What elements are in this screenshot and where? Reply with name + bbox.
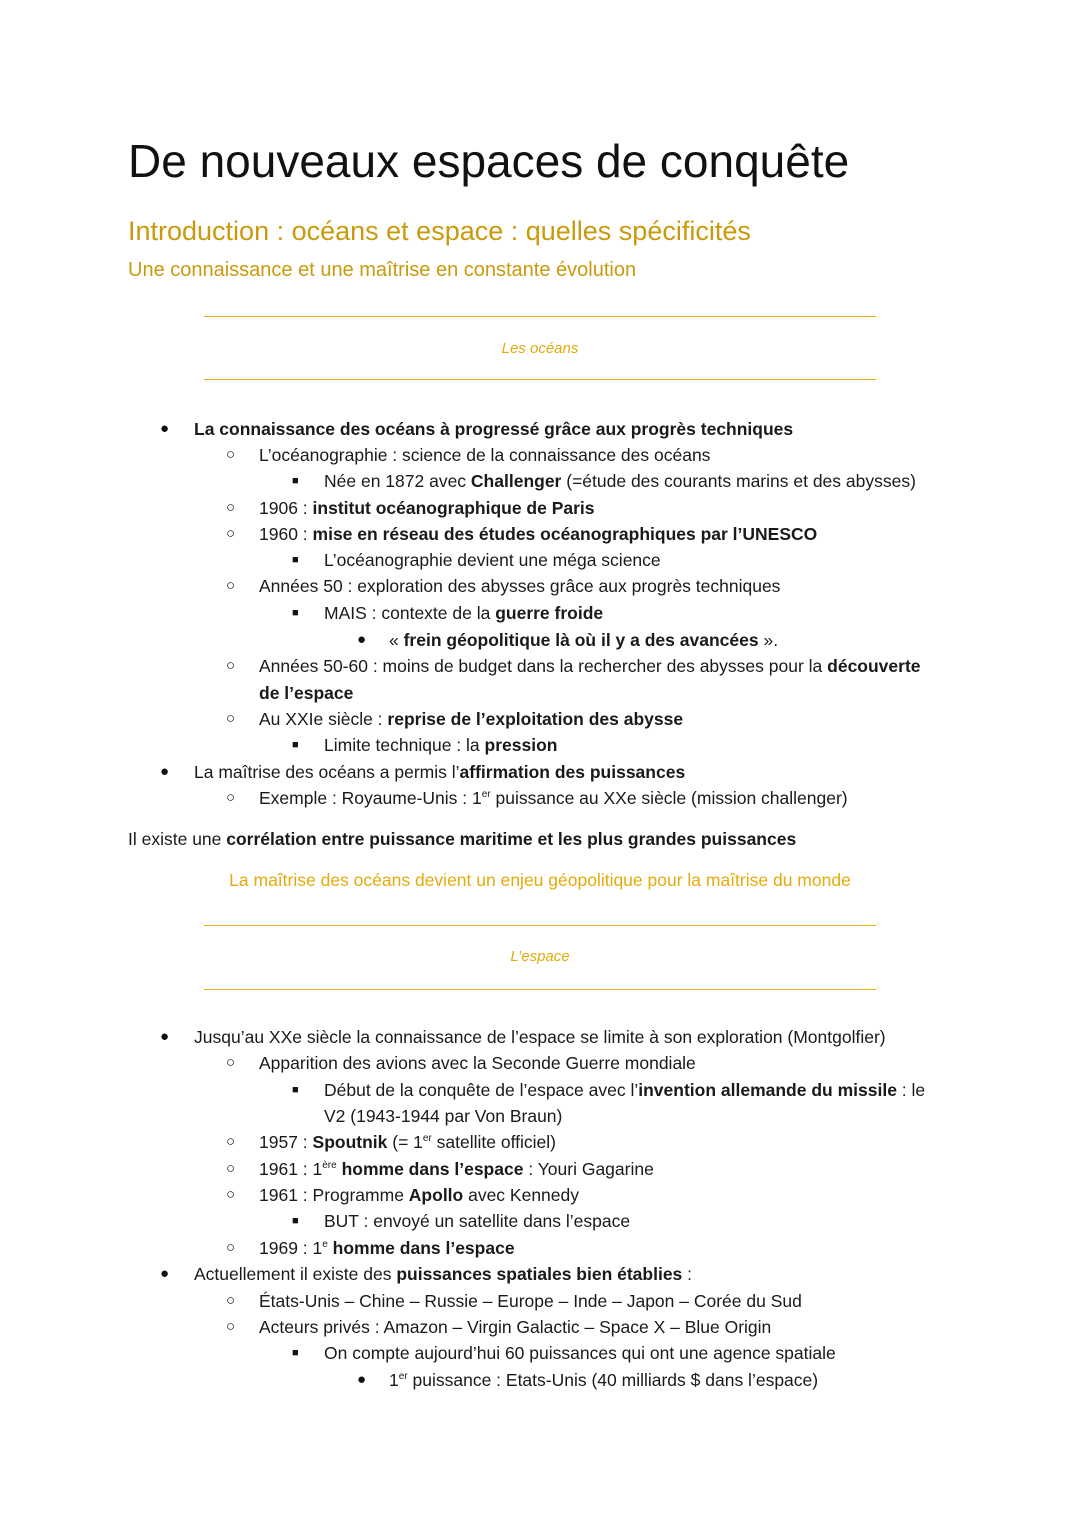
divider (204, 379, 876, 380)
list-item: MAIS : contexte de la guerre froide (324, 603, 604, 623)
list-item: Au XXIe siècle : reprise de l’exploitation des abysse (259, 709, 684, 729)
list-item: On compte aujourd’hui 60 puissances qui ont une agence spatiale (324, 1343, 836, 1363)
bullet-square: ■ (292, 1084, 299, 1096)
list-item-continuation: V2 (1943-1944 par Von Braun) (324, 1106, 563, 1126)
list-item: 1957 : Spoutnik (= 1er satellite officiel) (259, 1132, 556, 1152)
list-item: 1906 : institut océanographique de Paris (259, 498, 595, 518)
bullet-disc: ● (160, 763, 170, 780)
list-item: Début de la conquête de l’espace avec l’invention allemande du missile : le (324, 1080, 926, 1100)
bullet-square: ■ (292, 554, 299, 566)
list-item: L’océanographie devient une méga science (324, 550, 661, 570)
list-item: « frein géopolitique là où il y a des avancées ». (389, 630, 779, 650)
divider (204, 989, 876, 990)
list-item: 1er puissance : Etats-Unis (40 milliards $ dans l’espace) (389, 1370, 819, 1390)
bullet-circle: ○ (226, 1160, 236, 1177)
bullet-disc: ● (357, 1371, 367, 1388)
divider (204, 925, 876, 926)
bullet-square: ■ (292, 607, 299, 619)
bullet-square: ■ (292, 475, 299, 487)
section-label-espace: L’espace (510, 948, 570, 965)
bullet-circle: ○ (226, 1292, 236, 1309)
list-item: Années 50-60 : moins de budget dans la rechercher des abysses pour la découverte (259, 656, 921, 676)
list-item: BUT : envoyé un satellite dans l’espace (324, 1211, 631, 1231)
list-item: Jusqu’au XXe siècle la connaissance de l’espace se limite à son exploration (Montgolfier) (194, 1027, 886, 1047)
bullet-circle: ○ (226, 1054, 236, 1071)
bullet-disc: ● (160, 1028, 170, 1045)
intro-heading: Introduction : océans et espace : quelles spécificités (128, 216, 751, 246)
list-item-continuation: de l’espace (259, 683, 354, 703)
bullet-circle: ○ (226, 710, 236, 727)
list-item: 1960 : mise en réseau des études océanographiques par l’UNESCO (259, 524, 818, 544)
bullet-disc: ● (160, 1265, 170, 1282)
list-item: Exemple : Royaume-Unis : 1er puissance au XXe siècle (mission challenger) (259, 788, 848, 808)
list-item: Actuellement il existe des puissances spatiales bien établies : (194, 1264, 693, 1284)
divider (204, 316, 876, 317)
list-item: 1969 : 1e homme dans l’espace (259, 1238, 515, 1258)
list-item: La connaissance des océans à progressé grâce aux progrès techniques (194, 419, 794, 439)
bullet-circle: ○ (226, 1239, 236, 1256)
list-item: Acteurs privés : Amazon – Virgin Galactic – Space X – Blue Origin (259, 1317, 772, 1337)
paragraph: Il existe une corrélation entre puissance maritime et les plus grandes puissances (128, 829, 797, 849)
bullet-circle: ○ (226, 1318, 236, 1335)
list-item: Née en 1872 avec Challenger (=étude des courants marins et des abysses) (324, 471, 916, 491)
bullet-circle: ○ (226, 446, 236, 463)
bullet-circle: ○ (226, 789, 236, 806)
bullet-square: ■ (292, 1347, 299, 1359)
list-item: États-Unis – Chine – Russie – Europe – Inde – Japon – Corée du Sud (259, 1291, 802, 1311)
list-item: 1961 : Programme Apollo avec Kennedy (259, 1185, 580, 1205)
bullet-disc: ● (357, 631, 367, 648)
bullet-circle: ○ (226, 1186, 236, 1203)
section-label-oceans: Les océans (501, 340, 579, 357)
list-item: L’océanographie : science de la connaissance des océans (259, 445, 711, 465)
bullet-circle: ○ (226, 577, 236, 594)
bullet-circle: ○ (226, 525, 236, 542)
bullet-circle: ○ (226, 1133, 236, 1150)
bullet-disc: ● (160, 420, 170, 437)
list-item: Années 50 : exploration des abysses grâce aux progrès techniques (259, 576, 781, 596)
list-item: Limite technique : la pression (324, 735, 558, 755)
bullet-square: ■ (292, 739, 299, 751)
bullet-circle: ○ (226, 499, 236, 516)
highlight-statement: La maîtrise des océans devient un enjeu géopolitique pour la maîtrise du monde (229, 870, 851, 890)
list-item: Apparition des avions avec la Seconde Guerre mondiale (259, 1053, 696, 1073)
bullet-square: ■ (292, 1215, 299, 1227)
list-item: 1961 : 1ère homme dans l’espace : Youri Gagarine (259, 1159, 654, 1179)
list-item: La maîtrise des océans a permis l’affirmation des puissances (194, 762, 686, 782)
intro-subheading: Une connaissance et une maîtrise en constante évolution (128, 259, 637, 281)
page-title: De nouveaux espaces de conquête (128, 135, 850, 187)
bullet-circle: ○ (226, 657, 236, 674)
